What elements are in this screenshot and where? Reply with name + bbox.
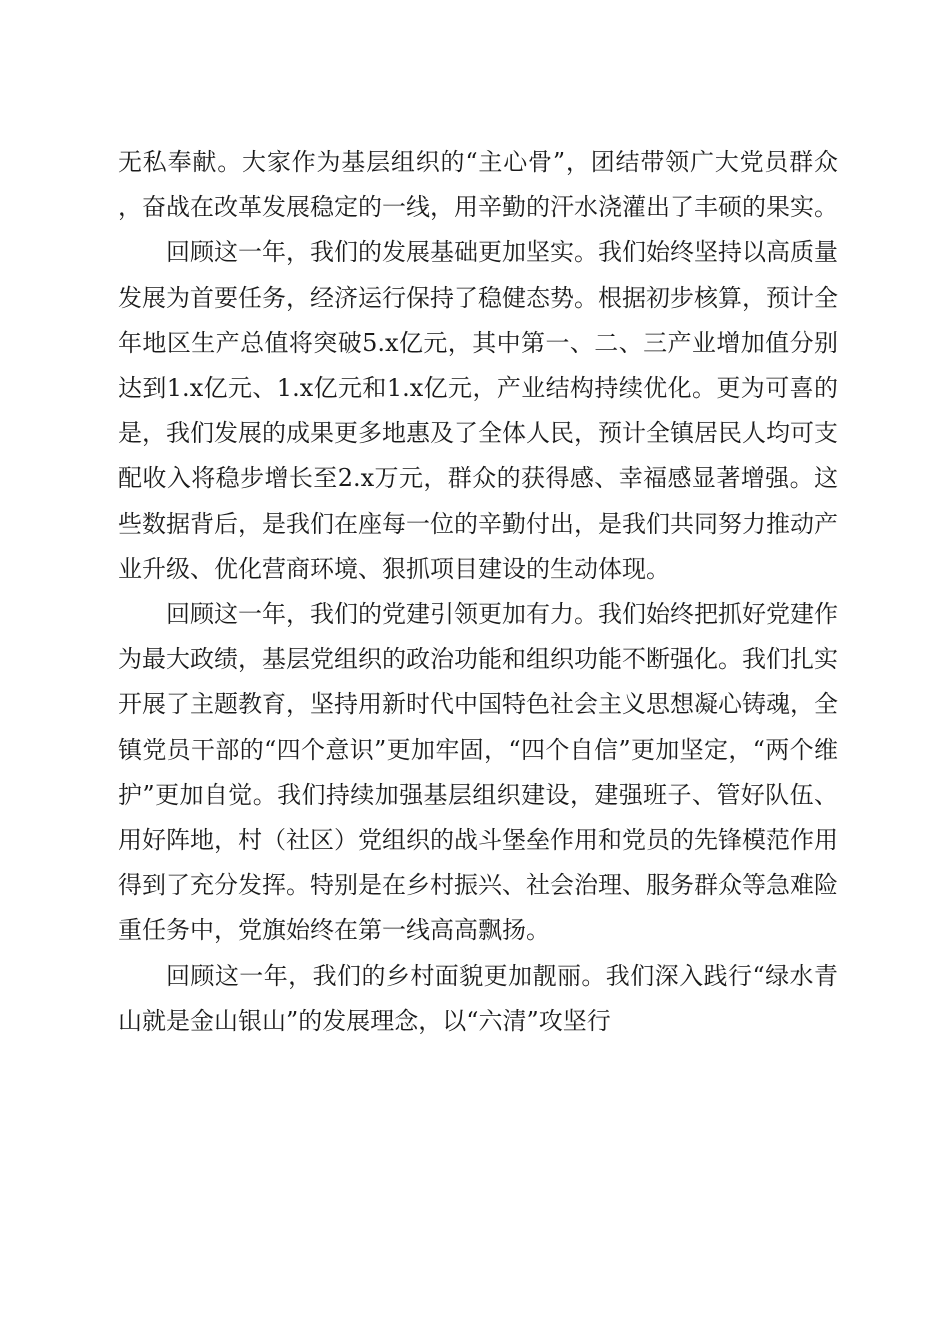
document-body <box>118 140 838 1044</box>
paragraph-1: 无私奉献。大家作为基层组织的“主心骨”，团结带领广大党员群众，奋战在改革发展稳定的一线，用辛勤的汗水浇灌出了丰硕的果实。 <box>118 148 838 222</box>
paragraph-2: 回顾这一年，我们的发展基础更加坚实。我们始终坚持以高质量发展为首要任务，经济运行保持了稳健态势。根据初步核算，预计全年地区生产总值将突破5.x亿元，其中第一、二、三产业增加值分别达到1.x亿元、1.x亿元和1.x亿元，产业结构持续优化。更为可喜的是，我们发展的成果更多地惠及了全体人民，预计全镇居民人均可支配收入将稳步增长至2.x万元，群众的获得感、幸福感显著增强。这些数据背后，是我们在座每一位的辛勤付出，是我们共同努力推动产业升级、优化营商环境、狠抓项目建设的生动体现。 <box>118 238 838 583</box>
paragraph-4: 回顾这一年，我们的乡村面貌更加靓丽。我们深入践行“绿水青山就是金山银山”的发展理念，以“六清”攻坚行 <box>118 961 838 1035</box>
paragraph-3: 回顾这一年，我们的党建引领更加有力。我们始终把抓好党建作为最大政绩，基层党组织的政治功能和组织功能不断强化。我们扎实开展了主题教育，坚持用新时代中国特色社会主义思想凝心铸魂，全镇党员干部的“四个意识”更加牢固，“四个自信”更加坚定，“两个维护”更加自觉。我们持续加强基层组织建设，建强班子、管好队伍、用好阵地，村（社区）党组织的战斗堡垒作用和党员的先锋模范作用得到了充分发挥。特别是在乡村振兴、社会治理、服务群众等急难险重任务中，党旗始终在第一线高高飘扬。 <box>118 600 838 945</box>
